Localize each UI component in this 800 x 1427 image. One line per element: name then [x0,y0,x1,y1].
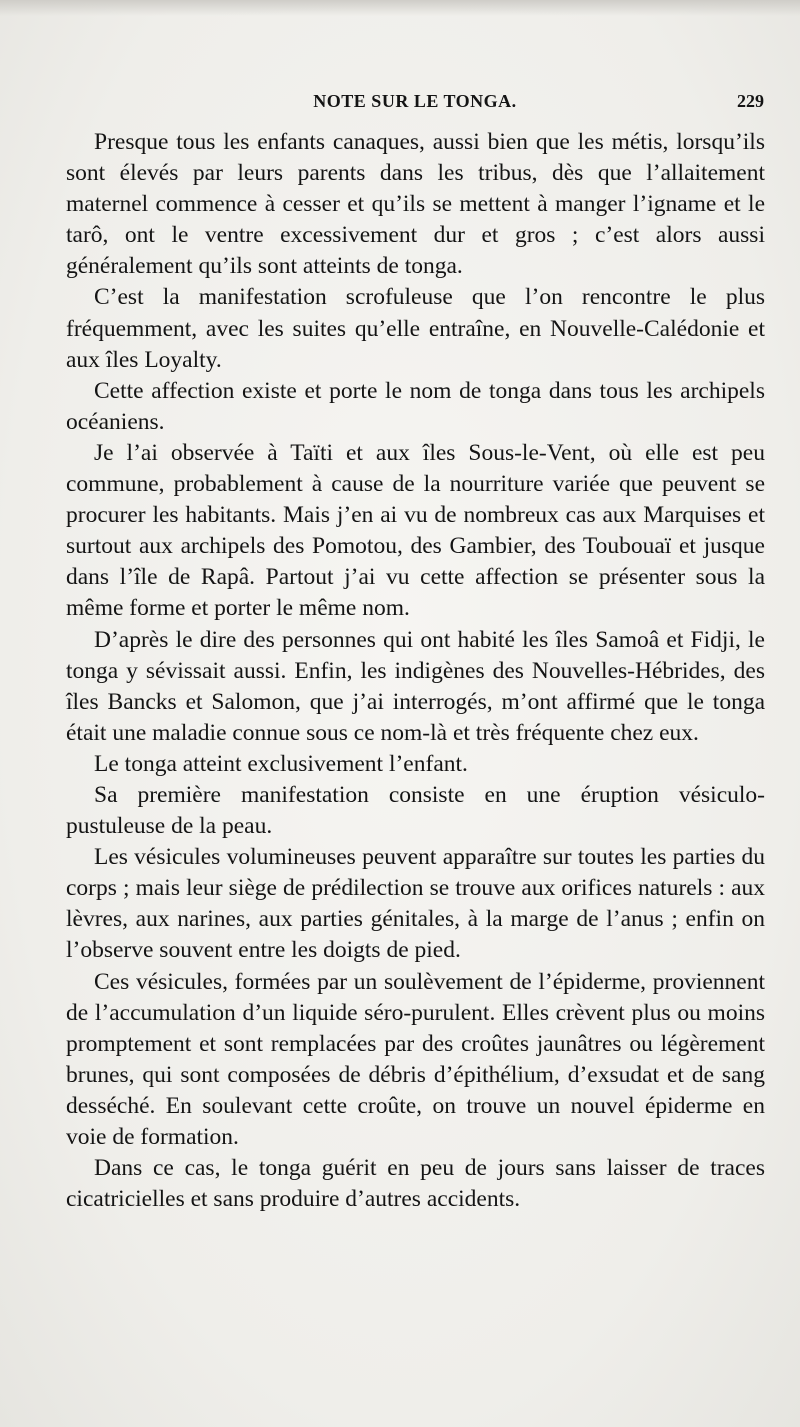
paragraph: C’est la manifestation scrofuleuse que l’on rencontre le plus fréquemment, avec les suites qu’elle entraîne, en Nouvelle-Calédonie et aux îles Loyalty. [66,284,765,373]
running-title: NOTE SUR LE TONGA. [313,91,517,111]
page-number: 229 [737,91,764,111]
paragraph: Les vésicules volumineuses peuvent apparaître sur toutes les parties du corps ; mais leur siège de prédilection se trouve aux orifices naturels : aux lèvres, aux narines, aux parties génitales, à la marge de l’anus ; enfin on l’observe souvent entre les doigts de pied. [66,844,765,964]
paragraph: Le tonga atteint exclusivement l’enfant. [94,750,468,777]
paragraph: Cette affection existe et porte le nom de tonga dans tous les archipels océaniens. [66,377,765,435]
paragraph: Dans ce cas, le tonga guérit en peu de jours sans laisser de traces cicatricielles et sans produire d’autres accidents. [66,1155,765,1213]
running-head [66,91,764,117]
paragraph: Sa première manifestation consiste en une éruption vésiculo-pustuleuse de la peau. [66,781,765,840]
paragraph: Presque tous les enfants canaques, aussi bien que les métis, lorsqu’ils sont élevés par leurs parents dans les tribus, dès que l’allaitement maternel commence à cesser et qu’ils se mettent à manger l’igname et le tarô, ont le ventre excessivement dur et gros ; c’est alors aussi généralement qu’ils sont atteints de tonga. [66,129,765,280]
paragraph: Ces vésicules, formées par un soulèvement de l’épiderme, proviennent de l’accumulation d’un liquide séro-purulent. Elles crèvent plus ou moins promptement et sont remplacées par des croûtes jaunâtres ou légèrement brunes, qui sont composées de débris d’épithélium, d’exsudat et de sang desséché. En soulevant cette croûte, on trouve un nouvel épiderme en voie de formation. [66,968,765,1150]
page-top-edge [0,0,800,16]
paragraph: D’après le dire des personnes qui ont habité les îles Samoâ et Fidji, le tonga y sévissait aussi. Enfin, les indigènes des Nouvelles-Hébrides, des îles Bancks et Salomon, que j’ai interrogés, m’ont affirmé que le tonga était une maladie connue sous ce nom-là et très fréquente chez eux. [66,626,765,746]
paragraph: Je l’ai observée à Taïti et aux îles Sous-le-Vent, où elle est peu commune, probablement à cause de la nourriture variée que peuvent se procurer les habitants. Mais j’en ai vu de nombreux cas aux Marquises et surtout aux archipels des Pomotou, des Gambier, des Toubouaï et jusque dans l’île de Rapâ. Partout j’ai vu cette affection se présenter sous la même forme et porter le même nom. [66,439,765,622]
body-text [66,127,765,1215]
